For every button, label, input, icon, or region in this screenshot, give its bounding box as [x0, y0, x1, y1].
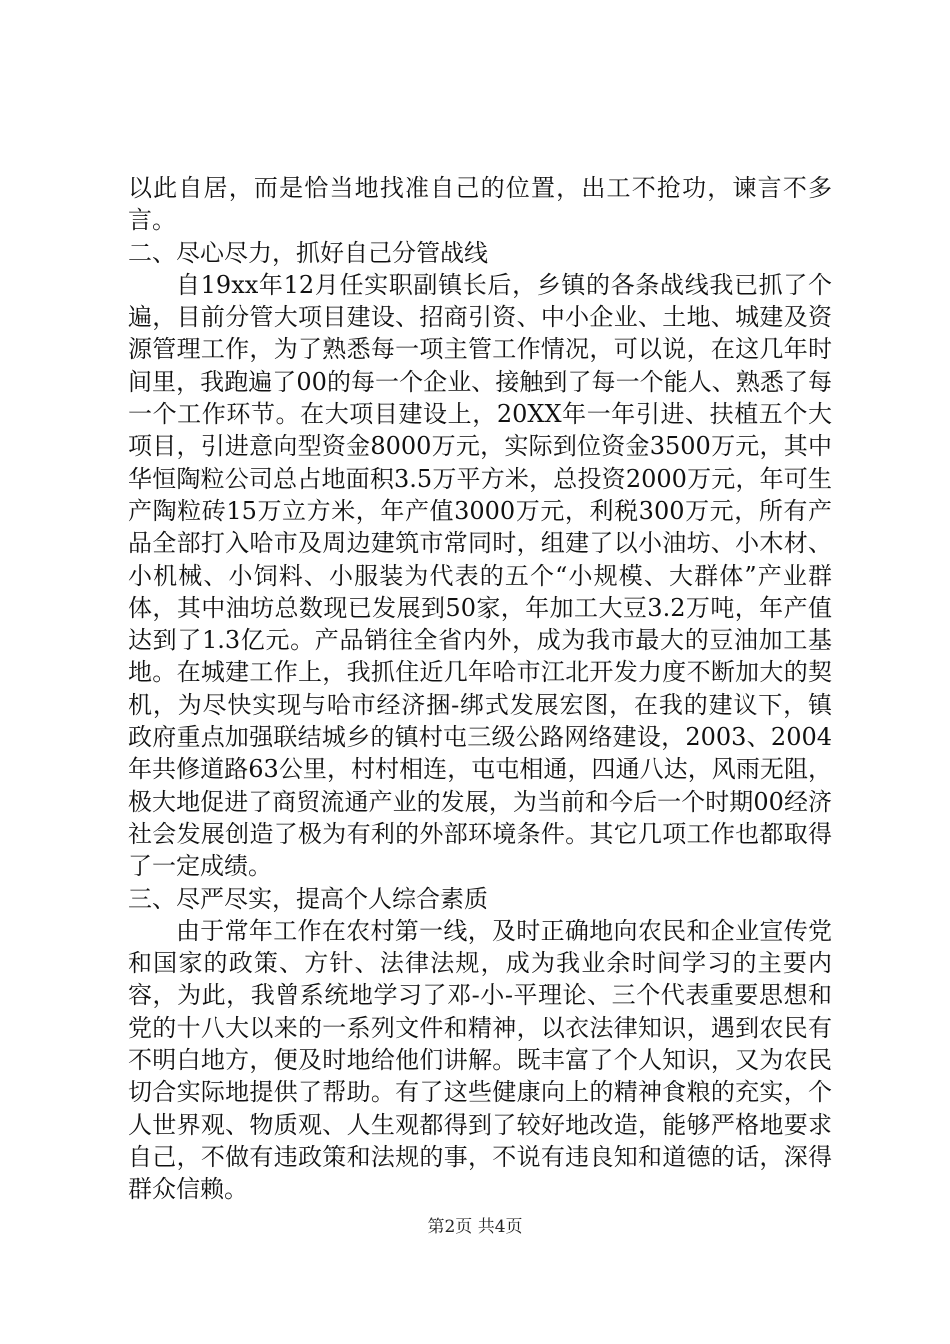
page-footer: 第2页 共4页: [427, 1217, 523, 1237]
paragraph-section-2: 自19xx年12月任实职副镇长后，乡镇的各条战线我已抓了个遍，目前分管大项目建设、招商引资、中小企业、土地、城建及资源管理工作，为了熟悉每一项主管工作情况，可以说，在这几年时间里，我跑遍了00的每一个企业、接触到了每一个能人、熟悉了每一个工作环节。在大项目建设上，20XX年一年引进、扶植五个大项目，引进意向型资金8000万元，实际到位资金3500万元，其中华恒陶粒公司总占地面积3.5万平方米，总投资2000万元，年可生产陶粒砖15万立方米，年产值3000万元，利税300万元，所有产品全部打入哈市及周边建筑市常同时，组建了以小油坊、小木材、小机械、小饲料、小服装为代表的五个“小规模、大群体”产业群体，其中油坊总数现已发展到50家，年加工大豆3.2万吨，年产值达到了1.3亿元。产品销往全省内外，成为我市最大的豆油加工基地。在城建工作上，我抓住近几年哈市江北开发力度不断加大的契机，为尽快实现与哈市经济捆-绑式发展宏图，在我的建议下，镇政府重点加强联结城乡的镇村屯三级公路网络建设，2003、2004年共修道路63公里，村村相连，屯屯相通，四通八达，风雨无阻，极大地促进了商贸流通产业的发展，为当前和今后一个时期00经济社会发展创造了极为有利的外部环境条件。其它几项工作也都取得了一定成绩。: [128, 270, 832, 881]
section-heading-3: 三、尽严尽实，提高个人综合素质: [128, 884, 488, 913]
paragraph-section-3: 由于常年工作在农村第一线，及时正确地向农民和企业宣传党和国家的政策、方针、法律法规，成为我业余时间学习的主要内容，为此，我曾系统地学习了邓-小-平理论、三个代表重要思想和党的十八大以来的一系列文件和精神，以衣法律知识，遇到农民有不明白地方，便及时地给他们讲解。既丰富了个人知识，又为农民切合实际地提供了帮助。有了这些健康向上的精神食粮的充实，个人世界观、物质观、人生观都得到了较好地改造，能够严格地要求自己，不做有违政策和法规的事，不说有违良知和道德的话，深得群众信赖。: [128, 916, 832, 1204]
section-heading-2: 二、尽心尽力，抓好自己分管战线: [128, 238, 488, 267]
paragraph-continuation: 以此自居，而是恰当地找准自己的位置，出工不抢功，谏言不多言。: [128, 174, 832, 235]
document-body: [128, 172, 832, 1206]
